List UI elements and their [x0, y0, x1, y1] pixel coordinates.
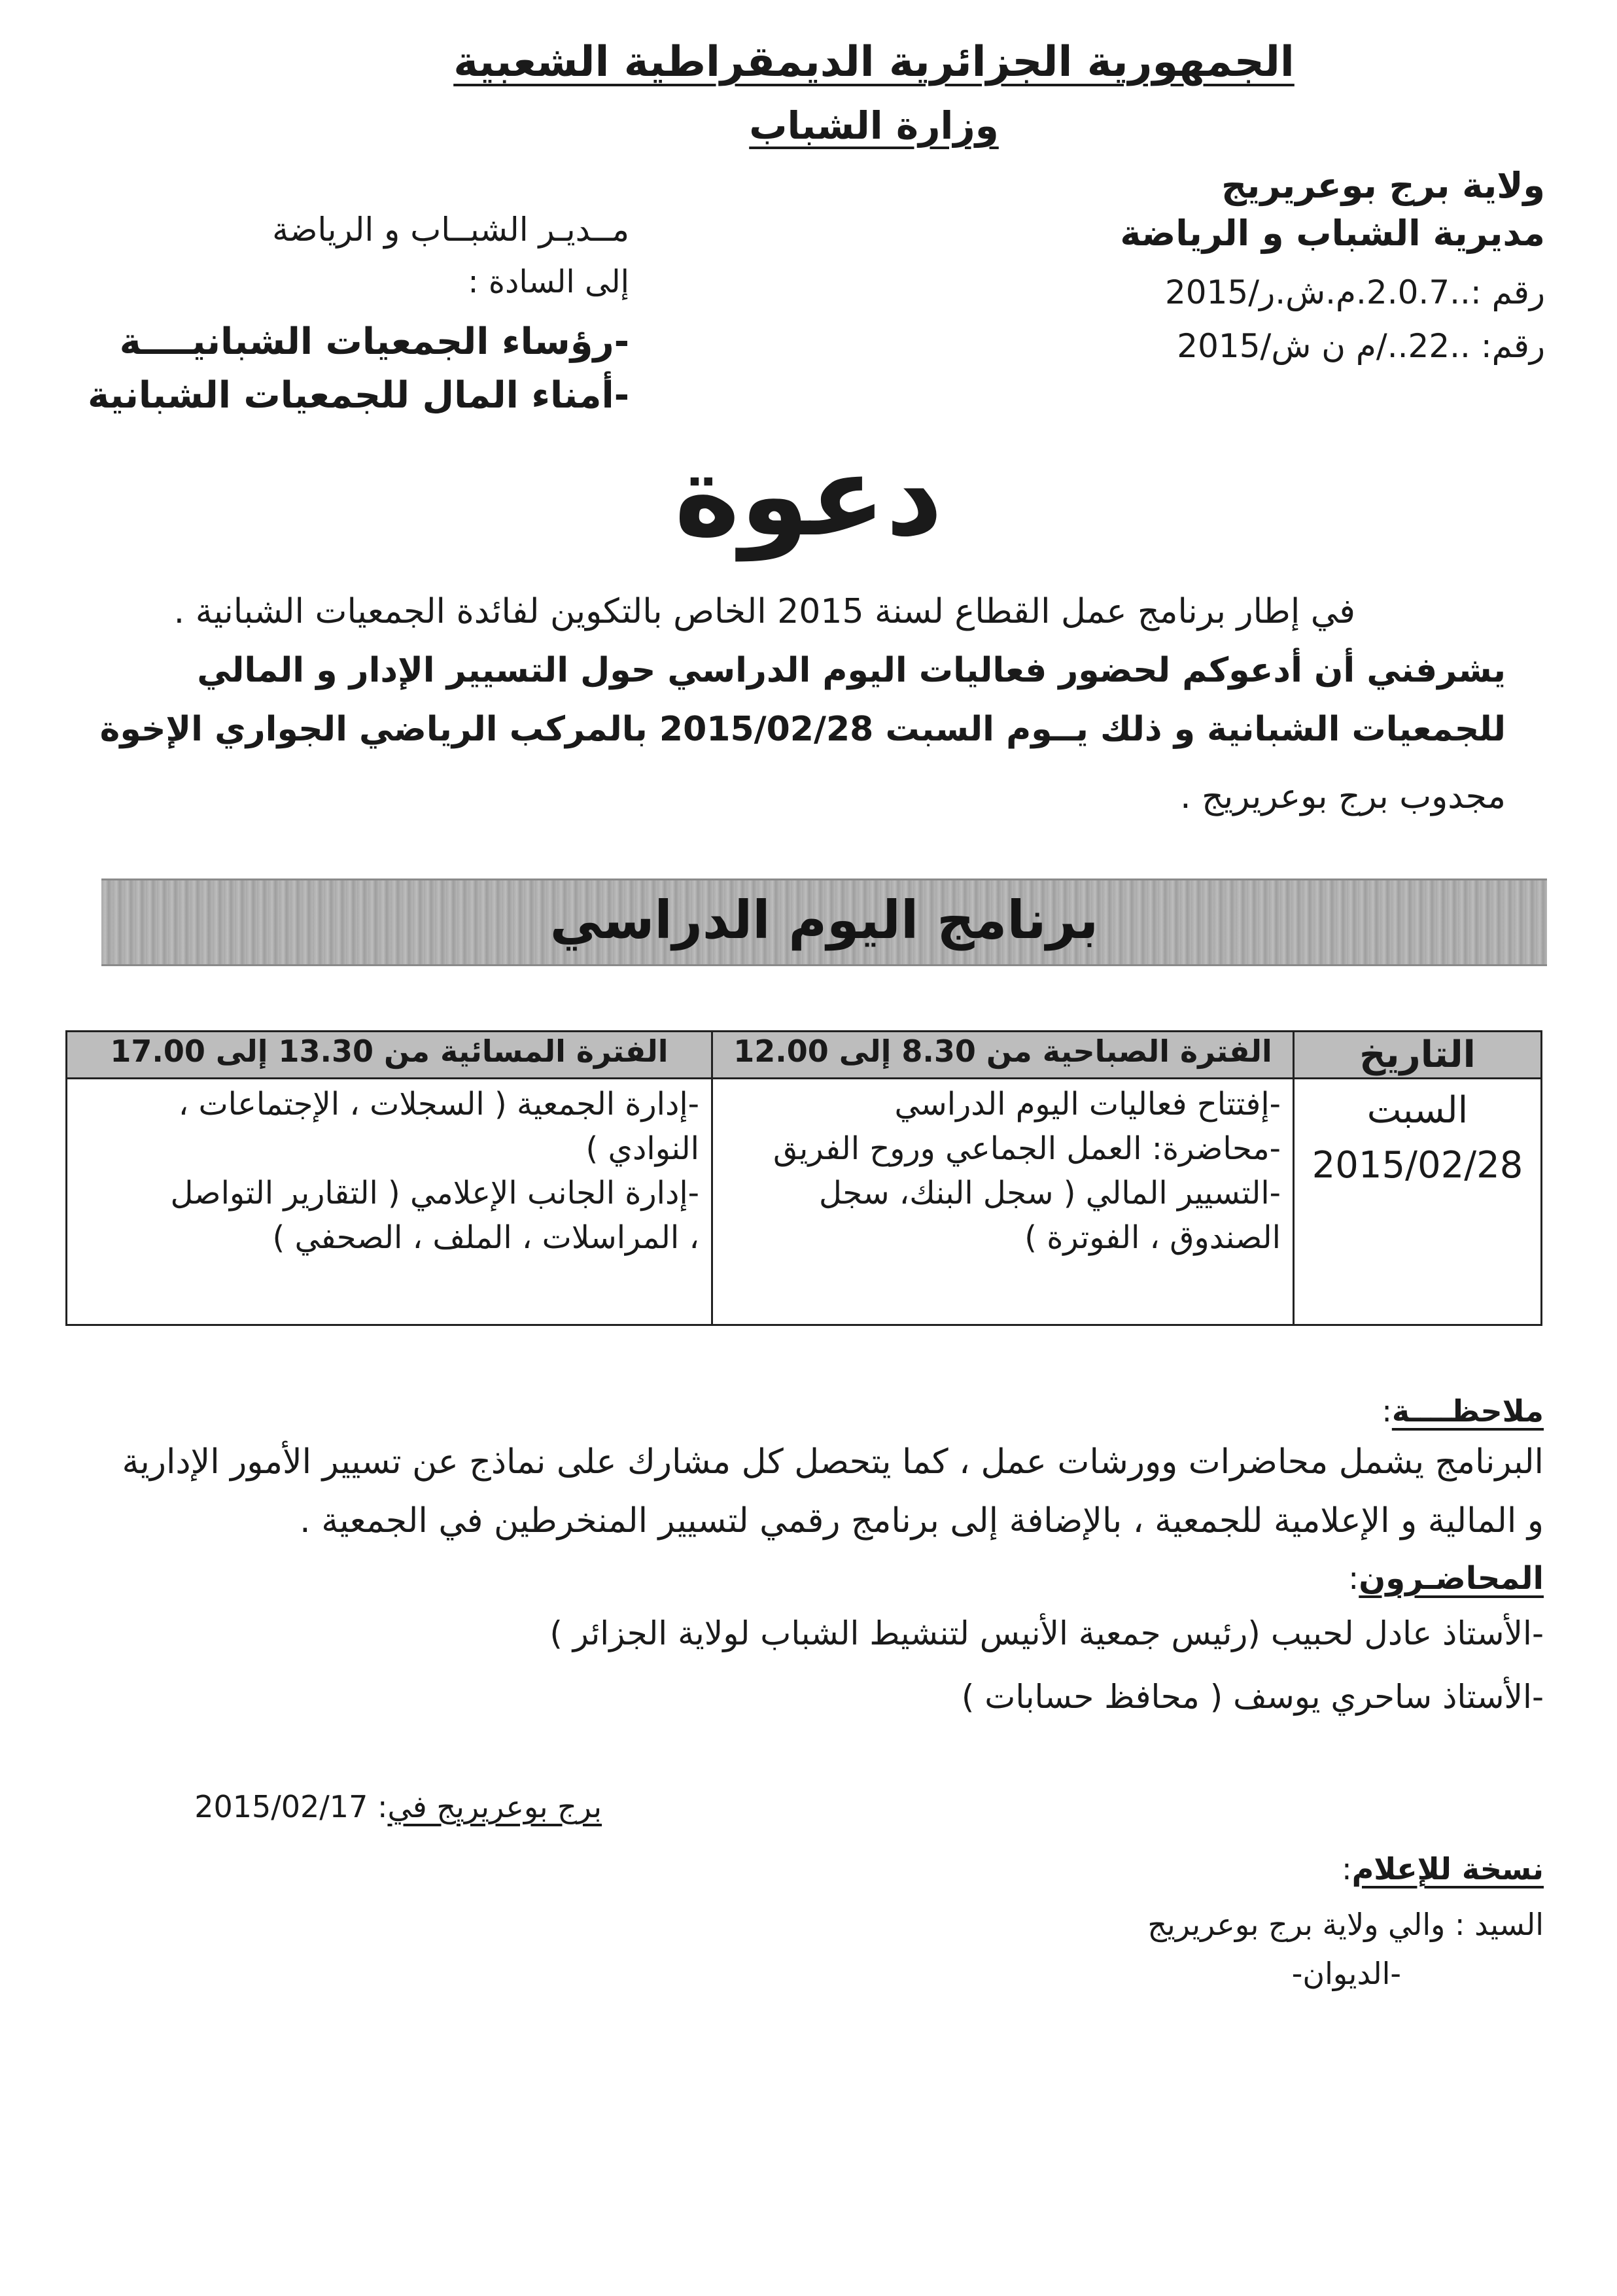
morning-item: الصندوق ، الفوترة ) — [1024, 1219, 1281, 1256]
body-line-2: يشرفني أن أدعوكم لحضور فعاليات اليوم الدراسي حول التسيير الإدار و المالي — [197, 651, 1506, 690]
reference-number-2: رقم: ..22../م ن ش/2015 — [1177, 327, 1545, 365]
note-heading — [1382, 1393, 1544, 1429]
speaker-2: -الأستاذ ساحري يوسف ( محافظ حسابات ) — [961, 1678, 1544, 1716]
sender-province: ولاية برج بوعريريج — [1221, 165, 1545, 206]
signing-date: : 2015/02/17 — [194, 1789, 388, 1824]
sender-directorate: مديرية الشباب و الرياضة — [1120, 213, 1545, 254]
body-line-1: في إطار برنامج عمل القطاع لسنة 2015 الخاص بالتكوين لفائدة الجمعيات الشبانية . — [173, 592, 1355, 631]
evening-cell — [67, 1079, 712, 1325]
signing-place: برج بوعريريج في — [387, 1789, 602, 1824]
note-colon: : — [1382, 1393, 1392, 1429]
copy-heading — [1342, 1851, 1544, 1887]
speakers-label: المحاضـرون — [1359, 1560, 1544, 1597]
program-title: برنامج اليوم الدراسي — [549, 890, 1099, 950]
body-line-4: مجدوب برج بوعريريج . — [1180, 777, 1506, 816]
evening-item: -إدارة الجانب الإعلامي ( التقارير التواصل — [170, 1175, 699, 1211]
morning-cell — [712, 1079, 1294, 1325]
body-line-3: للجمعيات الشبانية و ذلك يــوم السبت 2015/02/28 بالمركب الرياضي الجواري الإخوة — [99, 710, 1506, 749]
evening-item: النوادي ) — [585, 1130, 699, 1167]
copy-recipient-1: السيد : والي ولاية برج بوعريريج — [1147, 1907, 1544, 1942]
copy-colon: : — [1342, 1851, 1352, 1887]
date-cell — [1294, 1079, 1542, 1325]
evening-item: -إدارة الجمعية ( السجلات ، الإجتماعات ، — [178, 1086, 699, 1122]
sender-title: مــديـر الشبــاب و الرياضة — [272, 211, 629, 249]
note-label: ملاحظــــة — [1391, 1393, 1544, 1429]
date-day: السبت — [1366, 1089, 1469, 1132]
place-date — [194, 1789, 602, 1824]
note-line-2: و المالية و الإعلامية للجمعية ، بالإضافة إلى برنامج رقمي لتسيير المنخرطين في الجمعية . — [300, 1501, 1544, 1540]
date-value: 2015/02/28 — [1312, 1144, 1523, 1187]
schedule-header-row — [67, 1032, 1542, 1079]
recipient-salutation: إلى السادة : — [468, 264, 629, 300]
schedule-table — [65, 1030, 1542, 1326]
note-line-1: البرنامج يشمل محاضرات وورشات عمل ، كما يتحصل كل مشارك على نماذج عن تسيير الأمور الإدارية — [122, 1442, 1544, 1482]
morning-item: -إفتتاح فعاليات اليوم الدراسي — [894, 1086, 1281, 1122]
evening-item: ، المراسلات ، الملف ، الصحفي ) — [272, 1219, 699, 1256]
recipient-item-2: -أمناء المال للجمعيات الشبانية — [88, 374, 629, 417]
morning-item: -التسيير المالي ( سجل البنك، سجل — [818, 1175, 1281, 1211]
document-title: دعوة — [674, 432, 943, 561]
recipient-item-1: -رؤساء الجمعيات الشبانيــــة — [119, 321, 629, 363]
speakers-colon: : — [1348, 1560, 1359, 1597]
copy-label: نسخة للإعلام — [1351, 1851, 1544, 1887]
program-title-banner — [101, 878, 1547, 966]
copy-recipient-2: -الديوان- — [1291, 1956, 1401, 1991]
reference-number-1: رقم :..2.0.7.م.ش.ر/2015 — [1164, 273, 1545, 311]
schedule-row — [67, 1079, 1542, 1325]
header-morning: الفترة الصباحية من 8.30 إلى 12.00 — [712, 1032, 1294, 1079]
header-date: التاريخ — [1294, 1032, 1542, 1079]
ministry-header: وزارة الشباب — [749, 103, 999, 148]
header-evening: الفترة المسائية من 13.30 إلى 17.00 — [67, 1032, 712, 1079]
country-header: الجمهورية الجزائرية الديمقراطية الشعبية — [453, 38, 1295, 86]
speaker-1: -الأستاذ عادل لحبيب (رئيس جمعية الأنيس لتنشيط الشباب لولاية الجزائر ) — [549, 1614, 1544, 1652]
speakers-heading — [1348, 1560, 1544, 1597]
morning-item: -محاضرة: العمل الجماعي وروح الفريق — [773, 1130, 1281, 1167]
